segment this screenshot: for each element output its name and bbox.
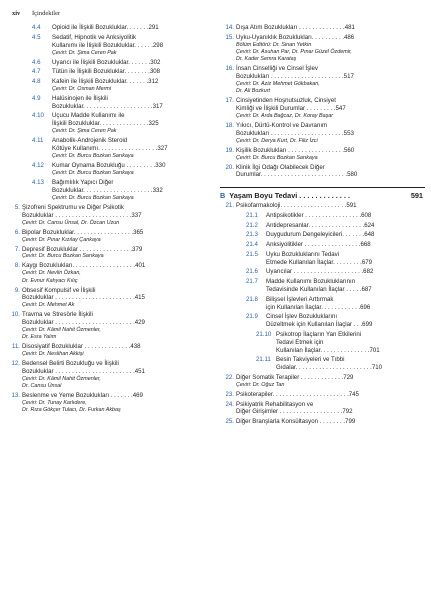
toc-entry-title: Opioid ile İlişkili Bozukluklar. . . . . . .291 — [52, 24, 159, 31]
toc-entry-translator: Dr. Ali Bozkurt — [236, 88, 271, 95]
toc-entry[interactable] — [6, 24, 212, 32]
toc-entry-title: Bağımlılık Yapıcı Diğer Bozukluklar. . . . . . . . . . . . . . . . . . . . .332 — [52, 178, 163, 194]
toc-entry-translator: Dr. Kader Semra Karataş — [236, 56, 297, 63]
toc-entry[interactable] — [220, 418, 425, 426]
toc-entry-number: 21.4 — [246, 240, 258, 248]
toc-entry-title: Anksiyolitikler . . . . . . . . . . . . . . . . .668 — [266, 240, 371, 248]
toc-entry-translator: Çeviri: Dr. Nevlin Özkan, — [22, 270, 81, 277]
toc-entry-title: Kaygı Bozuklukları. . . . . . . . . . . . . . . . . . .401 — [22, 262, 146, 270]
toc-entry[interactable] — [220, 24, 425, 32]
toc-entry[interactable] — [6, 112, 212, 128]
toc-entry-translator: Dr. Evnur Kahyacı Kılıç — [22, 277, 78, 284]
toc-entry[interactable] — [6, 59, 212, 67]
toc-entry-title: Kumar Oynama Bozukluğu . . . . . . . . .330 — [52, 162, 166, 170]
toc-entry[interactable] — [220, 251, 425, 267]
toc-entry-title: Bipolar Bozukluklar. . . . . . . . . . . . . . . . . .365 — [22, 228, 144, 236]
toc-entry[interactable] — [220, 268, 425, 276]
toc-entry-number: 4.13 — [32, 178, 44, 186]
toc-entry[interactable] — [6, 287, 212, 303]
toc-entry-number: 19. — [225, 146, 234, 154]
toc-entry-title: İnsan Cinselliği ve Cinsel İşlev Bozuklukları . . . . . . . . . . . . . . . . . . . . . .517 — [236, 65, 354, 80]
toc-entry-translator: Bölüm Editörü: Dr. Sinan Yetkin — [236, 41, 312, 48]
toc-entry[interactable] — [220, 278, 425, 294]
toc-entry-number: 20. — [225, 163, 234, 171]
toc-entry-title: Psikotrop İlaçların Yan Etkilerini Tedavi Etmek için Kullanılan İlaçlar. . . . . . . . . . . . . . .701 — [276, 330, 380, 354]
toc-entry[interactable] — [6, 162, 212, 170]
toc-entry-number: 21.8 — [246, 295, 258, 303]
toc-entry-translator: Çeviri: Dr. Cansu Ünsal, Dr. Özcan Uzun — [22, 219, 120, 226]
toc-entry-title: Anabolik-Androjenik Steroid Kötüye Kullanımı. . . . . . . . . . . . . . . . . .327 — [52, 137, 168, 153]
toc-entry-title: Madde Kullanımı Bozukluklarının Tedavisinde Kullanılan İlaçlar . . . . .687 — [266, 278, 372, 293]
toc-entry-number: 5. — [14, 203, 20, 211]
toc-entry-number: 18. — [225, 121, 234, 129]
toc-entry[interactable] — [220, 231, 425, 239]
toc-left-column — [6, 24, 212, 416]
toc-entry[interactable] — [6, 229, 212, 237]
section-title: Yaşam Boyu Tedavi . . . . . . . . . . . . . — [229, 191, 350, 201]
toc-entry-translator: Çeviri: Dr. Burcu Bozkan Sarıkaya — [52, 194, 134, 201]
toc-entry-number: 21.10 — [256, 330, 272, 338]
toc-entry-translator: Çeviri: Dr. Şima Ceren Pak — [52, 49, 117, 56]
toc-entry-title: Sedatif, Hipnotik ve Anksiyolitik Kullanımı ile İlişkili Bozukluklar. . . . . .298 — [52, 33, 164, 49]
toc-entry-number: 10. — [11, 311, 20, 319]
toc-entry[interactable] — [6, 311, 212, 327]
toc-entry-number: 8. — [14, 262, 20, 270]
toc-entry[interactable] — [6, 68, 212, 76]
toc-entry[interactable] — [220, 202, 425, 210]
toc-entry-title: Antipsikotikler . . . . . . . . . . . . . . . . .608 — [266, 211, 372, 219]
toc-entry[interactable] — [6, 246, 212, 254]
toc-entry-translator: Çeviri: Dr. Burcu Bozkan Sarıkaya — [52, 169, 134, 176]
toc-section-heading[interactable] — [220, 187, 425, 200]
toc-entry-translator: Çeviri: Dr. Pınar Kızılay Çankaya — [22, 236, 101, 243]
toc-entry-number: 4.4 — [32, 24, 41, 31]
toc-entry-translator: Çeviri: Dr. Asuhan Par, Dr. Pınar Güzel Özdemir, — [236, 48, 352, 55]
toc-entry-translator: Çeviri: Dr. Arda Bağcaz, Dr. Koray Başar — [236, 112, 334, 119]
toc-entry[interactable] — [6, 95, 212, 111]
toc-entry-title: Travma ve Stresörle İlişkili Bozukluklar . . . . . . . . . . . . . . . . . . . . . . . .429 — [22, 311, 145, 327]
toc-entry-title: Kişilik Bozuklukları . . . . . . . . . . . . . . . . .560 — [236, 146, 355, 154]
toc-entry[interactable] — [6, 360, 212, 376]
toc-entry[interactable] — [6, 392, 212, 400]
toc-entry-translator: Çeviri: Dr. Şima Ceren Pak — [52, 128, 117, 135]
section-letter: B — [220, 191, 226, 201]
toc-entry-number: 21.7 — [246, 278, 258, 285]
toc-entry-number: 16. — [225, 65, 234, 73]
toc-entry-title: Cinsel İşlev Bozukluklarını Düzeltmek için Kullanılan İlaçlar . . .699 — [266, 313, 373, 329]
toc-entry[interactable] — [6, 343, 212, 351]
toc-entry-number: 4.12 — [32, 162, 44, 170]
toc-entry[interactable] — [220, 356, 425, 372]
section-page: 591 — [410, 191, 423, 201]
toc-entry[interactable] — [220, 65, 425, 81]
toc-entry-translator: Dr. Cansu Ünsal — [22, 383, 62, 390]
toc-entry-number: 4.9 — [32, 94, 41, 102]
entry-spacer — [220, 179, 425, 181]
toc-entry-number: 4.6 — [32, 58, 41, 66]
toc-entry-translator: Çeviri: Dr. Neslihan Akkişi — [22, 351, 84, 358]
toc-entry-title: Bedensel Belirti Bozukluğu ve İlişkili Bozukluklar . . . . . . . . . . . . . . . . . . . . . . . .451 — [22, 360, 145, 376]
toc-entry-number: 24. — [225, 400, 234, 408]
toc-entry-translator: Çeviri: Dr. Burcu Bozkan Sarıkaya — [236, 154, 318, 161]
toc-entry-title: Kafein ile İlişkili Bozukluklar. . . . . . .312 — [52, 77, 159, 85]
toc-entry-title: Obsesif Kompulsif ve İlişkili Bozukluklar . . . . . . . . . . . . . . . . . . . . . . . .415 — [22, 286, 145, 302]
toc-entry-translator: Çeviri: Dr. Kâmil Nahit Özmenler, — [22, 327, 101, 334]
toc-entry-title: Yıkıcı, Dürtü-Kontrol ve Davranım Bozuklukları . . . . . . . . . . . . . . . . . . . . . .553 — [236, 121, 354, 137]
toc-entry-title: Depresif Bozukluklar . . . . . . . . . . . . . . . .379 — [22, 245, 143, 253]
toc-entry-number: 21.6 — [246, 268, 258, 276]
toc-entry-title: Uyku Bozukluklarını Tedavi Etmede Kullanılan İlaçlar. . . . . . . . .679 — [266, 250, 373, 266]
toc-entry-number: 4.8 — [32, 77, 41, 85]
toc-entry-number: 4.7 — [32, 68, 41, 76]
toc-entry-title: Halüsinojen ile İlişkili Bozukluklar. . . . . . . . . . . . . . . . . . . . .317 — [52, 94, 163, 110]
toc-entry[interactable] — [220, 296, 425, 312]
toc-entry[interactable] — [6, 262, 212, 270]
toc-entry-number: 21.11 — [256, 356, 271, 364]
toc-entry-number: 21.3 — [246, 231, 258, 239]
toc-entry-number: 21.2 — [246, 221, 258, 229]
toc-entry-number: 11. — [11, 343, 20, 351]
page-header — [12, 10, 419, 20]
toc-entry-title: Duygudurum Dengeleyicileri. . . . . . .648 — [266, 231, 375, 239]
toc-entry[interactable] — [220, 164, 425, 180]
toc-entry-number: 7. — [14, 245, 20, 253]
toc-entry[interactable] — [220, 122, 425, 138]
toc-entry-title: Disosiyatif Bozukluklar . . . . . . . . . . . . . .438 — [22, 343, 141, 351]
toc-entry-translator: Çeviri: Dr. Mehmet Ak — [22, 302, 75, 309]
toc-entry-title: Bilişsel İşlevleri Arttırmak için Kullanılan İlaçlar. . . . . . . . . . . .696 — [266, 295, 371, 311]
toc-entry-number: 9. — [14, 286, 20, 294]
toc-entry[interactable] — [220, 391, 425, 399]
toc-entry-title: Beslenme ve Yeme Bozuklukları . . . . . . .469 — [22, 392, 143, 400]
toc-entry-translator: Çeviri: Dr. Osman Mermi — [52, 85, 112, 92]
toc-entry-number: 14. — [225, 24, 234, 31]
toc-entry-title: Cinsiyetinden Hoşnutsuzluk, Cinsiyet Kimliği ve İlişkili Durumlar . . . . . . . . .547 — [236, 97, 346, 112]
toc-entry[interactable] — [220, 34, 425, 42]
toc-entry-title: Klinik İlgi Odağı Olabilecek Diğer Durumlar. . . . . . . . . . . . . . . . . . . . . . . . . .580 — [236, 163, 358, 179]
toc-entry-title: Şizofreni Spektrumu ve Diğer Psikotik Bozukluklar . . . . . . . . . . . . . . . . . . . . . . .337 — [22, 203, 142, 219]
toc-entry[interactable] — [220, 97, 425, 113]
toc-entry-translator: Çeviri: Dr. Burcu Bozkan Sarıkaya — [22, 253, 104, 260]
toc-entry[interactable] — [6, 179, 212, 195]
toc-entry-translator: Çeviri: Dr. Aziz Mehmet Gökbakan, — [236, 80, 320, 87]
toc-entry-title: Uyarıcılar . . . . . . . . . . . . . . . . . . . . .682 — [266, 268, 374, 276]
toc-entry-number: 4.11 — [32, 137, 44, 145]
toc-entry-translator: Çeviri: Dr. Kâmil Nahit Özmenler, — [22, 376, 101, 383]
entry-spacer — [6, 415, 212, 417]
toc-entry-number: 21. — [225, 202, 234, 210]
toc-entry-number: 23. — [225, 390, 234, 398]
toc-entry[interactable] — [220, 241, 425, 249]
toc-entry-number: 12. — [11, 360, 20, 368]
toc-entry-number: 4.10 — [32, 112, 44, 120]
toc-entry[interactable] — [220, 147, 425, 155]
toc-entry[interactable] — [6, 204, 212, 220]
toc-entry[interactable] — [220, 212, 425, 220]
toc-entry-number: 13. — [11, 392, 20, 400]
toc-entry-translator: Çeviri: Dr. Burcu Bozkan Sarıkaya — [52, 153, 134, 160]
toc-entry[interactable] — [6, 78, 212, 86]
toc-entry-title: Tütün ile İlişkili Bozukluklar. . . . . . . .308 — [52, 68, 161, 76]
toc-entry-title: Besin Takviyeleri ve Tıbbi Gıdalar. . . . . . . . . . . . . . . . . . . . . . .710 — [276, 356, 383, 372]
toc-entry-title: Uçucu Madde Kullanımı ile İlişkili Bozukluklar. . . . . . . . . . . . . . .325 — [52, 112, 159, 128]
toc-entry-translator: Dr. Esra Yalım — [22, 334, 57, 341]
toc-entry-number: 6. — [14, 228, 20, 236]
toc-entry-number: 21.9 — [246, 313, 258, 321]
toc-entry-number: 21.5 — [246, 250, 258, 258]
entry-spacer — [220, 426, 425, 428]
toc-entry-number: 4.5 — [32, 33, 41, 41]
toc-entry-title: Antidepresanlar. . . . . . . . . . . . . . . . .624 — [266, 221, 375, 229]
toc-entry[interactable] — [220, 331, 425, 355]
toc-entry-title: Diğer Somatik Terapiler . . . . . . . . . . . . .729 — [236, 373, 354, 381]
toc-entry-title: Uyarıcı ile İlişkili Bozukluklar. . . . . . .302 — [52, 58, 161, 66]
toc-entry-title: Diğer Branşlarla Konsültasyon . . . . . . . .799 — [236, 418, 356, 426]
toc-entry-title: Psikiyatrik Rehabilitasyon ve Diğer Girişimler . . . . . . . . . . . . . . . . . . .792 — [236, 400, 353, 416]
toc-entry[interactable] — [220, 401, 425, 417]
toc-right-column — [220, 24, 425, 428]
toc-entry[interactable] — [220, 313, 425, 329]
toc-entry[interactable] — [6, 137, 212, 153]
toc-entry-title: Psikofarmakoloji. . . . . . . . . . . . . . . . . . . .591 — [236, 202, 357, 210]
toc-entry[interactable] — [6, 34, 212, 50]
toc-entry-translator: Çeviri: Dr. Derya Kurt, Dr. Filiz İzci — [236, 137, 318, 144]
toc-entry-translator: Dr. Rıza Gökçer Tulacı, Dr. Furkan Akbaş — [22, 407, 121, 414]
toc-entry-translator: Çeviri: Dr. Oğuz Tan — [236, 381, 285, 388]
toc-entry[interactable] — [220, 222, 425, 230]
toc-entry-number: 25. — [225, 418, 234, 426]
toc-entry-number: 22. — [225, 373, 234, 381]
toc-entry-title: Uyku-Uyanıklık Bozuklukları. . . . . . . . . .486 — [236, 33, 355, 41]
toc-entry-translator: Çeviri: Dr. Tunay Karlıdere, — [22, 400, 87, 407]
running-title: İçindekiler — [32, 10, 61, 17]
toc-entry-number: 17. — [225, 97, 234, 105]
page-number: xiv — [12, 10, 21, 17]
toc-entry-number: 15. — [225, 33, 234, 41]
toc-entry[interactable] — [220, 374, 425, 382]
toc-entry-number: 21.1 — [246, 211, 258, 219]
toc-entry-title: Psikoterapiler. . . . . . . . . . . . . . . . . . . . . . .745 — [236, 390, 359, 398]
toc-entry-title: Dışa Atım Bozuklukları . . . . . . . . . . . . . .481 — [236, 24, 355, 31]
